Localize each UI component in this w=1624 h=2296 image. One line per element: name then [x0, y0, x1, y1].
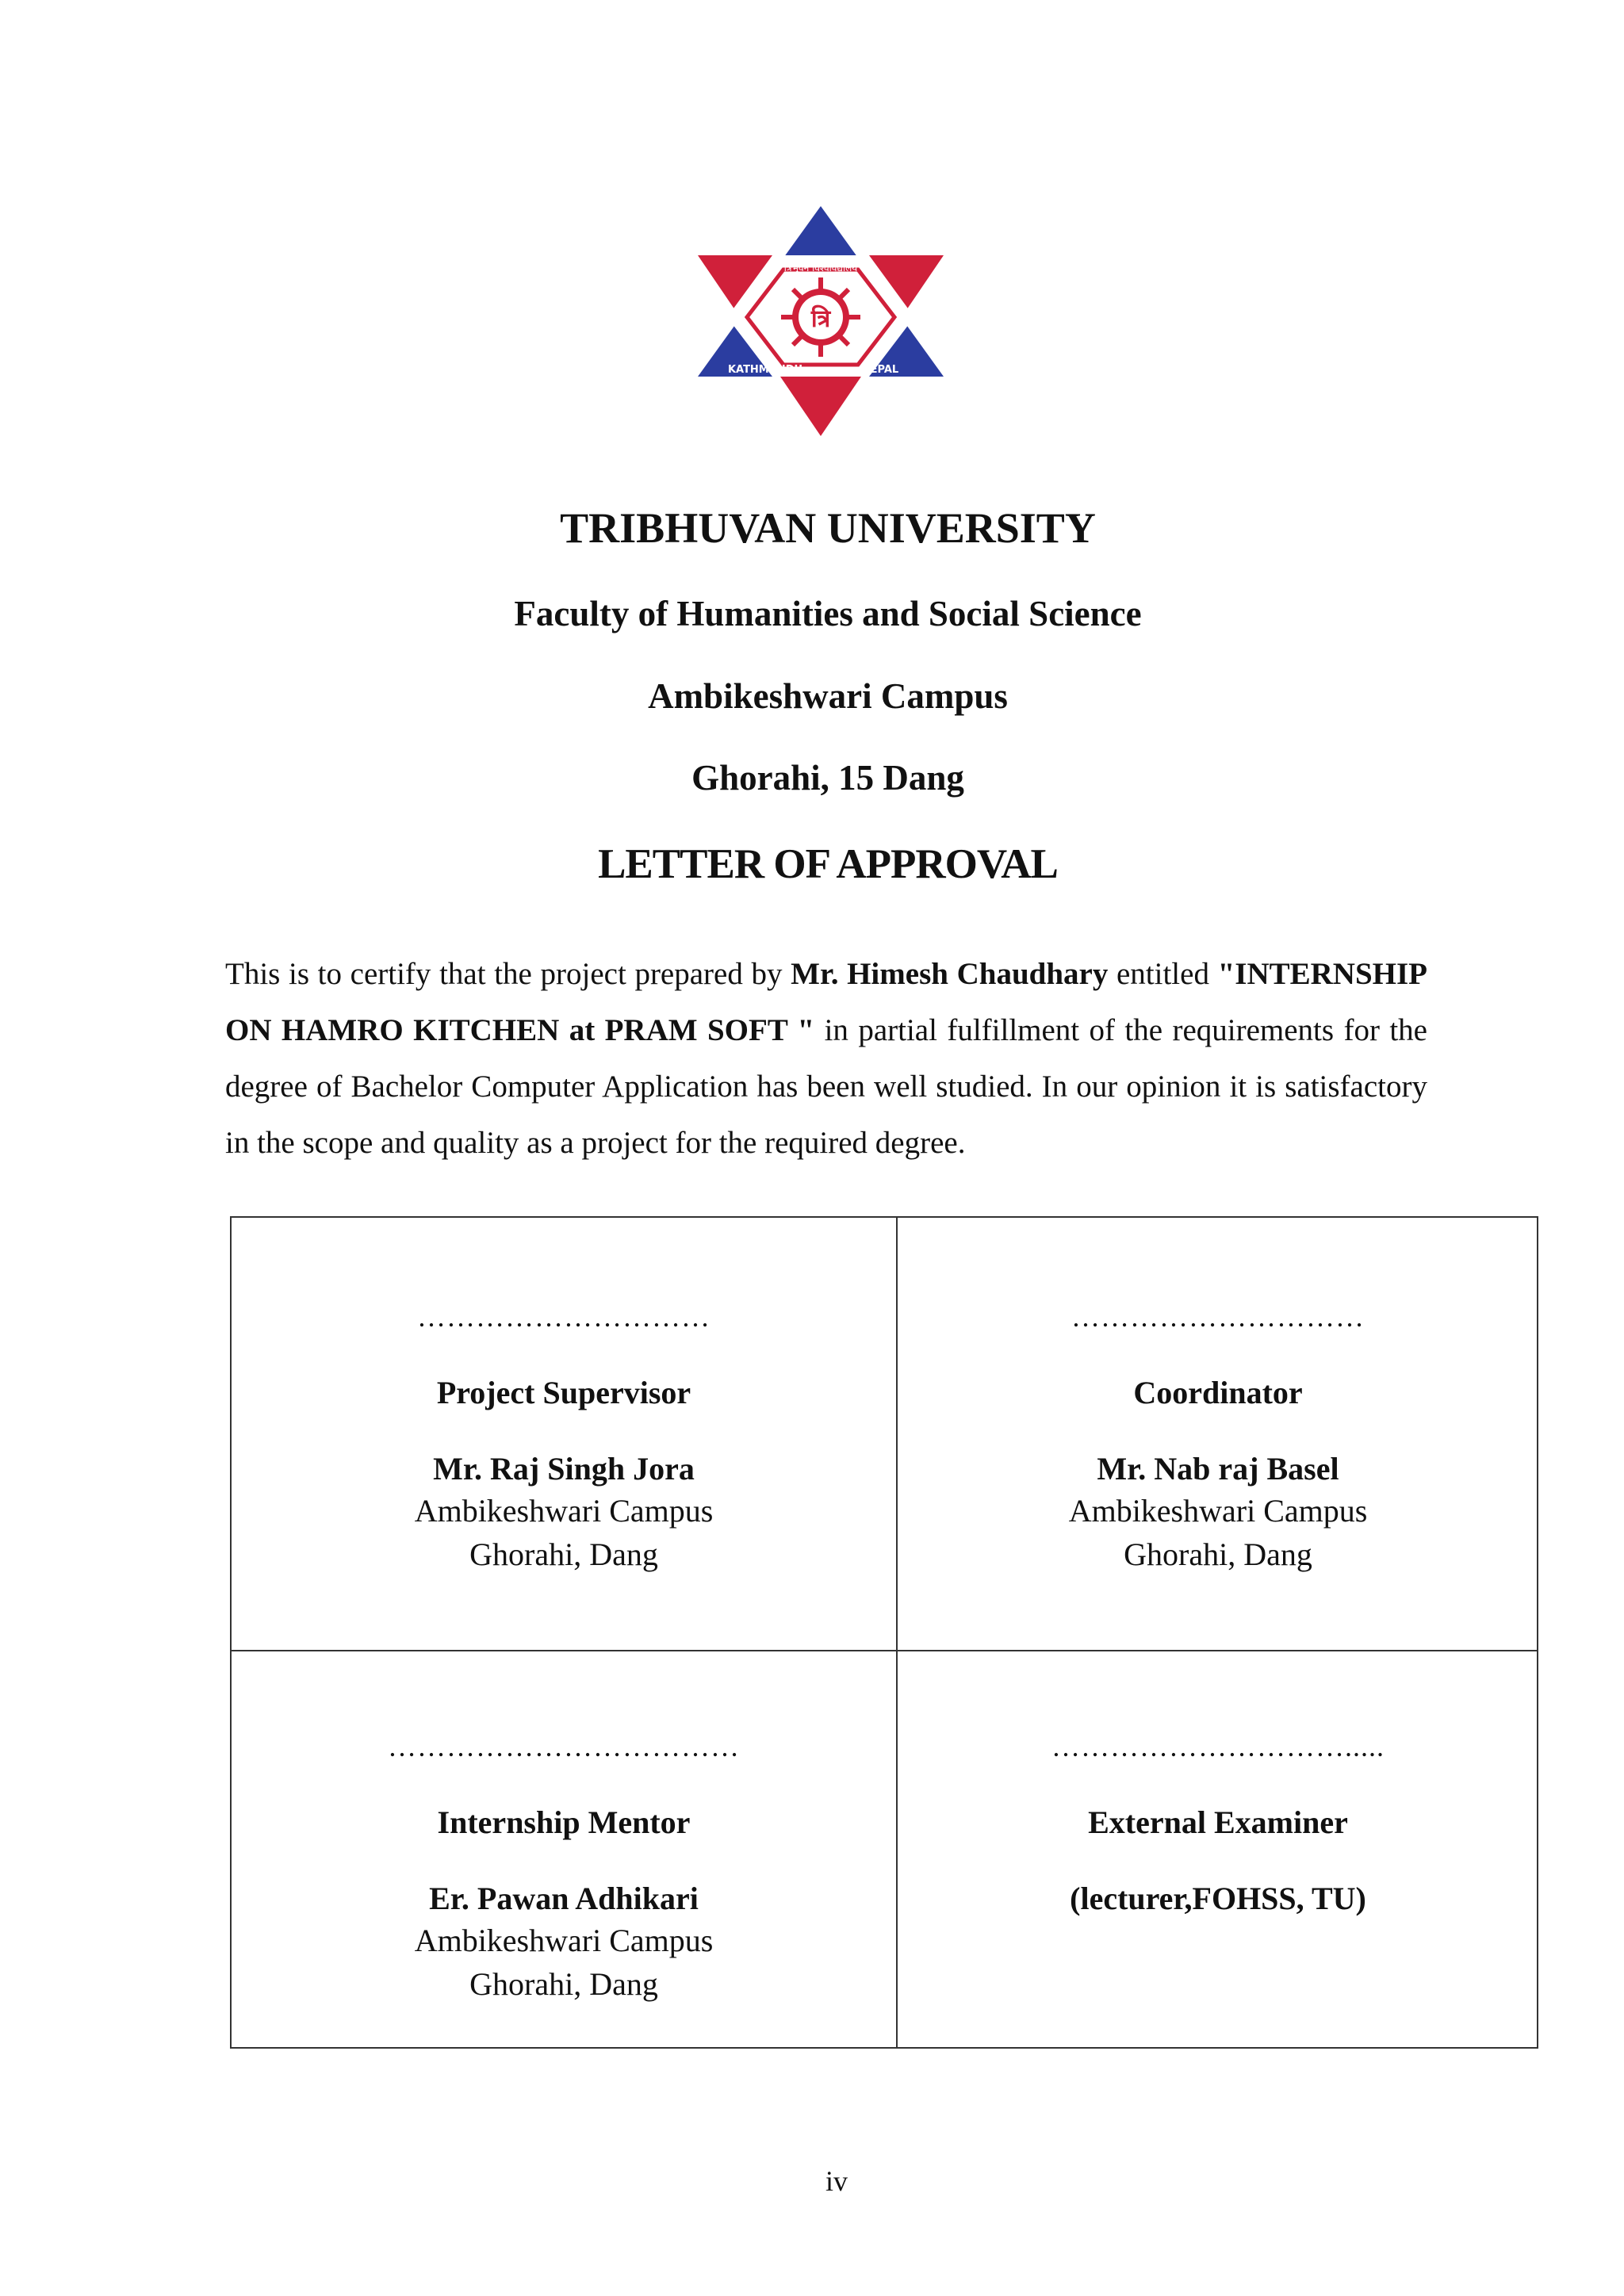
signatory-role: External Examiner: [1088, 1804, 1348, 1840]
signatory-role: Coordinator: [1133, 1375, 1303, 1410]
page-number: iv: [825, 2165, 848, 2197]
signatory-location: Ghorahi, Dang: [1124, 1536, 1312, 1572]
examiner-affiliation: (lecturer,FOHSS, TU): [1070, 1881, 1366, 1916]
campus-name: Ambikeshwari Campus: [648, 676, 1008, 716]
logo-left-text: KATHMANDU: [727, 364, 803, 376]
signatory-location: Ghorahi, Dang: [469, 1536, 658, 1572]
certification-paragraph: [225, 946, 1427, 1171]
signature-table: [230, 1216, 1538, 2049]
logo-right-text: NEPAL: [861, 364, 899, 376]
signatory-location: Ghorahi, Dang: [469, 1966, 658, 2002]
table-divider-horizontal: [232, 1650, 1537, 1651]
examiner-signature-cell: [898, 1727, 1538, 1919]
signatory-name: Mr. Raj Singh Jora: [433, 1451, 695, 1487]
signatory-campus: Ambikeshwari Campus: [414, 1923, 714, 1958]
signatory-name: Mr. Nab raj Basel: [1097, 1451, 1339, 1487]
paragraph-text-2: entitled: [1108, 957, 1218, 991]
signatory-role: Project Supervisor: [436, 1375, 691, 1410]
coordinator-signature-cell: [898, 1297, 1538, 1576]
signatory-name: Er. Pawan Adhikari: [429, 1881, 699, 1916]
paragraph-text-3: in partial fulfillment of the requirements for the degree of Bachelor Computer Application has been well studied. In our opinion it is satisfactory in the scope and quality as a project for the required degree.: [225, 1013, 1427, 1160]
letter-title: LETTER OF APPROVAL: [598, 841, 1058, 887]
signatory-campus: Ambikeshwari Campus: [1068, 1493, 1368, 1529]
logo-center-glyph: त्रि: [810, 305, 831, 333]
signature-line: ………………………………: [388, 1731, 740, 1762]
faculty-name: Faculty of Humanities and Social Science: [514, 594, 1142, 633]
mentor-signature-cell: [232, 1727, 896, 2006]
project-title: "INTERNSHIP ON HAMRO KITCHEN at PRAM SOFT ": [225, 957, 1427, 1047]
student-name: Mr. Himesh Chaudhary: [791, 957, 1109, 991]
signature-line: ………………………….....: [1051, 1731, 1385, 1762]
university-name: TRIBHUVAN UNIVERSITY: [560, 504, 1096, 552]
signatory-role: Internship Mentor: [437, 1804, 691, 1840]
signatory-campus: Ambikeshwari Campus: [414, 1493, 714, 1529]
tribhuvan-university-logo: [690, 198, 952, 444]
campus-location: Ghorahi, 15 Dang: [691, 758, 964, 798]
supervisor-signature-cell: [232, 1297, 896, 1576]
paragraph-text-1: This is to certify that the project prepared by: [225, 957, 791, 991]
signature-line: …………………………: [417, 1301, 710, 1333]
logo-top-text: त्रिभुवन विश्वविद्यालय: [783, 262, 858, 274]
signature-line: …………………………: [1071, 1301, 1365, 1333]
